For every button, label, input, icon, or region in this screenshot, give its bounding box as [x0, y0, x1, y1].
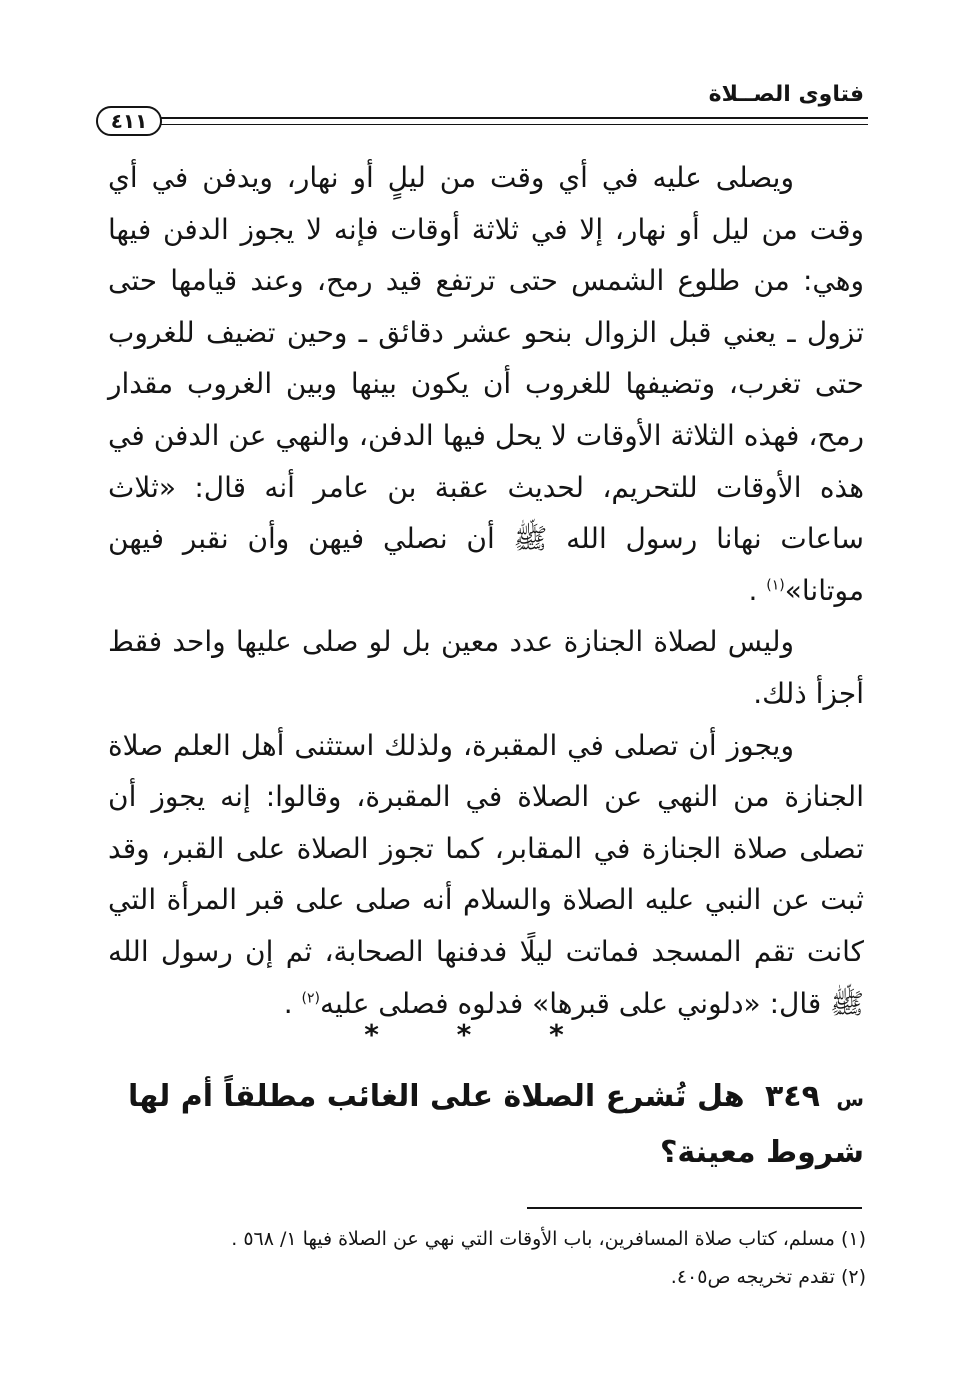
- running-title: فتاوى الصــلاة: [708, 82, 864, 107]
- footnotes: [108, 1220, 866, 1296]
- page-number: ٤١١: [96, 106, 162, 136]
- question-marker: س: [836, 1087, 864, 1111]
- question-heading: [108, 1070, 864, 1180]
- footnote-1: (١) مسلم، كتاب صلاة المسافرين، باب الأوقات التي نهي عن الصلاة فيها ١/ ٥٦٨ .: [231, 1228, 866, 1250]
- section-separator: * * *: [364, 1018, 598, 1051]
- footnote-ref-1: (١): [766, 577, 785, 594]
- page-header: [96, 78, 868, 140]
- body-text: [108, 152, 864, 1029]
- question-text: هل تُشرع الصلاة على الغائب مطلقاً أم لها شروط معينة؟: [127, 1079, 864, 1170]
- paragraph-1: [108, 152, 864, 616]
- paragraph-3-end: .: [283, 986, 302, 1020]
- question-number: ٣٤٩: [765, 1079, 820, 1114]
- paragraph-3-text: ويجوز أن تصلى في المقبرة، ولذلك استثنى أهل العلم صلاة الجنازة من النهي عن الصلاة في المقبرة، وقالوا: إنه يجوز أن تصلى صلاة الجنازة في المقابر، كما تجوز الصلاة على القبر، وقد ثبت عن النبي عليه الصلاة والسلام أنه صلى على قبر المرأة التي كانت تقم المسجد فماتت ليلًا فدفنها الصحابة، ثم إن رسول الله ﷺ قال: «دلوني على قبرها» فدلوه فصلى عليه: [108, 728, 864, 1020]
- paragraph-1-text: ويصلى عليه في أي وقت من ليلٍ أو نهار، ويدفن في أي وقت من ليل أو نهار، إلا في ثلاثة أوقات فإنه لا يجوز الدفن فيها وهي: من طلوع الشمس حتى ترتفع قيد رمح، وعند قيامها حتى تزول ـ يعني قبل الزوال بنحو عشر دقائق ـ وحين تضيف للغروب حتى تغرب، وتضيفها للغروب أن يكون بينها وبين الغروب مقدار رمح، فهذه الثلاثة الأوقات لا يحل فيها الدفن، والنهي عن الدفن في هذه الأوقات للتحريم، لحديث عقبة بن عامر أنه قال: «ثلاث ساعات نهانا رسول الله ﷺ أن نصلي فيهن وأن نقبر فيهن موتانا»: [108, 161, 864, 607]
- paragraph-1-end: .: [748, 573, 767, 607]
- footnote-rule: [527, 1207, 862, 1209]
- paragraph-3: [108, 720, 864, 1030]
- paragraph-2: وليس لصلاة الجنازة عدد معين بل لو صلى عليها واحد فقط أجزأ ذلك.: [108, 625, 864, 710]
- header-rule-thin: [160, 124, 868, 125]
- footnote-ref-2: (٢): [301, 990, 320, 1007]
- header-rule: [160, 117, 868, 119]
- footnote-2: (٢) تقدم تخريجه ص٤٠٥.: [670, 1266, 866, 1288]
